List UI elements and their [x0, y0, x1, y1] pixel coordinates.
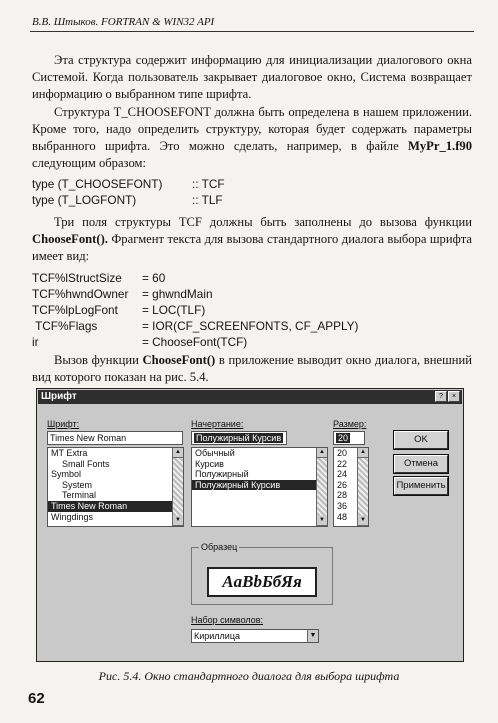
sample-label: Образец: [201, 542, 238, 552]
paragraph-4-text: Вызов функции: [54, 353, 143, 367]
dialog-title: Шрифт: [41, 391, 77, 402]
list-item[interactable]: 20: [337, 448, 348, 458]
page-number: 62: [28, 690, 45, 707]
list-item-selected[interactable]: Полужирный Курсив: [192, 480, 327, 491]
list-item[interactable]: Курсив: [195, 458, 224, 469]
code-decl: type (T_CHOOSEFONT): [32, 177, 163, 191]
scroll-down-icon[interactable]: ▼: [358, 516, 368, 526]
dialog-titlebar: [38, 390, 462, 404]
code-block-2: [32, 270, 358, 350]
help-button[interactable]: ?: [435, 391, 447, 402]
code-line: [32, 286, 358, 302]
scroll-up-icon[interactable]: ▲: [317, 448, 327, 458]
list-item[interactable]: Wingdings: [51, 511, 94, 522]
filename: MyPr_1.f90: [408, 139, 472, 153]
code-rhs: = ghwndMain: [142, 287, 213, 301]
scroll-up-icon[interactable]: ▲: [173, 448, 183, 458]
style-input-value: Полужирный Курсив: [196, 433, 282, 443]
font-list-scrollbar[interactable]: [172, 448, 183, 526]
code-var: :: TCF: [192, 177, 225, 191]
ok-button[interactable]: OK: [394, 431, 448, 449]
code-lhs: TCF%Flags: [32, 319, 98, 333]
style-list[interactable]: [191, 447, 328, 527]
code-lhs: ir: [32, 335, 39, 349]
list-item[interactable]: Полужирный: [195, 469, 249, 480]
function-name: ChooseFont().: [32, 232, 108, 246]
code-line: [32, 176, 225, 192]
figure-caption: Рис. 5.4. Окно стандартного диалога для выбора шрифта: [98, 669, 400, 683]
list-item[interactable]: 48: [337, 511, 348, 522]
close-button[interactable]: ×: [448, 391, 460, 402]
style-label: Начертание:: [191, 419, 244, 429]
paragraph-1: [32, 52, 472, 103]
charset-select[interactable]: Кириллица: [191, 629, 319, 643]
scroll-down-icon[interactable]: ▼: [173, 516, 183, 526]
paragraph-3-text: Три поля структуры TCF должны быть заполнены до вызова функции: [54, 215, 472, 229]
code-rhs: = LOC(TLF): [142, 303, 206, 317]
code-block-1: [32, 176, 225, 208]
paragraph-2-tail: следующим образом:: [32, 156, 146, 170]
apply-button[interactable]: Применить: [394, 477, 448, 495]
list-item[interactable]: Symbol: [51, 469, 82, 480]
code-decl: type (T_LOGFONT): [32, 193, 137, 207]
paragraph-2-text: Структура T_CHOOSEFONT должна быть определена в нашем приложении. Кроме того, надо определить структуру, которая будет содержать параметры выбранного шрифта. Это можно сделать, например, в файле: [32, 105, 472, 153]
style-list-scrollbar[interactable]: [316, 448, 327, 526]
code-rhs: = IOR(CF_SCREENFONTS, CF_APPLY): [142, 319, 359, 333]
font-list[interactable]: [47, 447, 184, 527]
style-input[interactable]: [191, 431, 287, 445]
paragraph-3: [32, 214, 472, 265]
code-line: [32, 192, 225, 208]
list-item[interactable]: System: [62, 479, 93, 490]
code-lhs: TCF%hwndOwner: [32, 287, 129, 301]
list-item[interactable]: MT Extra: [51, 448, 88, 458]
header-rule: [30, 31, 474, 32]
paragraph-1-text: Эта структура содержит информацию для инициализации диалогового окна Системой. Когда пользователь закрывает диалоговое окно, Система возвращает информацию о выбранном типе шрифта.: [32, 53, 472, 101]
scroll-up-icon[interactable]: ▲: [358, 448, 368, 458]
code-line: [32, 302, 358, 318]
paragraph-3-tail: Фрагмент текста для вызова стандартного диалога выбора шрифта имеет вид:: [32, 232, 472, 263]
list-item-selected[interactable]: Times New Roman: [48, 501, 183, 512]
paragraph-4-tail: в приложение выводит окно диалога, внешний вид которого показан на рис. 5.4.: [32, 353, 473, 384]
size-label: Размер:: [333, 419, 367, 429]
code-line: [32, 334, 358, 350]
list-item[interactable]: 28: [337, 490, 348, 501]
running-header: В.В. Штыков. FORTRAN & WIN32 API: [32, 16, 215, 28]
cancel-button[interactable]: Отмена: [394, 455, 448, 473]
sample-preview: AaBbБбЯя: [207, 567, 317, 597]
code-rhs: = ChooseFont(TCF): [142, 335, 248, 349]
code-rhs: = 60: [142, 271, 166, 285]
code-line: [32, 270, 358, 286]
font-dialog: [36, 388, 464, 662]
paragraph-4: [32, 352, 472, 386]
charset-label: Набор символов:: [191, 615, 264, 625]
list-item[interactable]: 36: [337, 500, 348, 511]
font-input[interactable]: Times New Roman: [47, 431, 183, 445]
list-item[interactable]: Обычный: [195, 448, 235, 458]
list-item[interactable]: Small Fonts: [62, 458, 110, 469]
code-var: :: TLF: [192, 193, 223, 207]
size-list[interactable]: [333, 447, 369, 527]
chevron-down-icon[interactable]: ▼: [307, 630, 318, 642]
code-line: [32, 318, 358, 334]
size-input[interactable]: [333, 431, 365, 445]
size-input-value: 20: [338, 433, 349, 443]
list-item[interactable]: 22: [337, 458, 348, 469]
list-item[interactable]: Terminal: [62, 490, 97, 501]
function-name: ChooseFont(): [142, 353, 216, 367]
paragraph-2: [32, 104, 472, 172]
code-lhs: TCF%lpLogFont: [32, 303, 118, 317]
list-item[interactable]: 24: [337, 469, 348, 480]
size-list-scrollbar[interactable]: [357, 448, 368, 526]
scroll-down-icon[interactable]: ▼: [317, 516, 327, 526]
code-lhs: TCF%lStructSize: [32, 271, 122, 285]
list-item[interactable]: 26: [337, 479, 348, 490]
font-label: Шрифт:: [47, 419, 80, 429]
